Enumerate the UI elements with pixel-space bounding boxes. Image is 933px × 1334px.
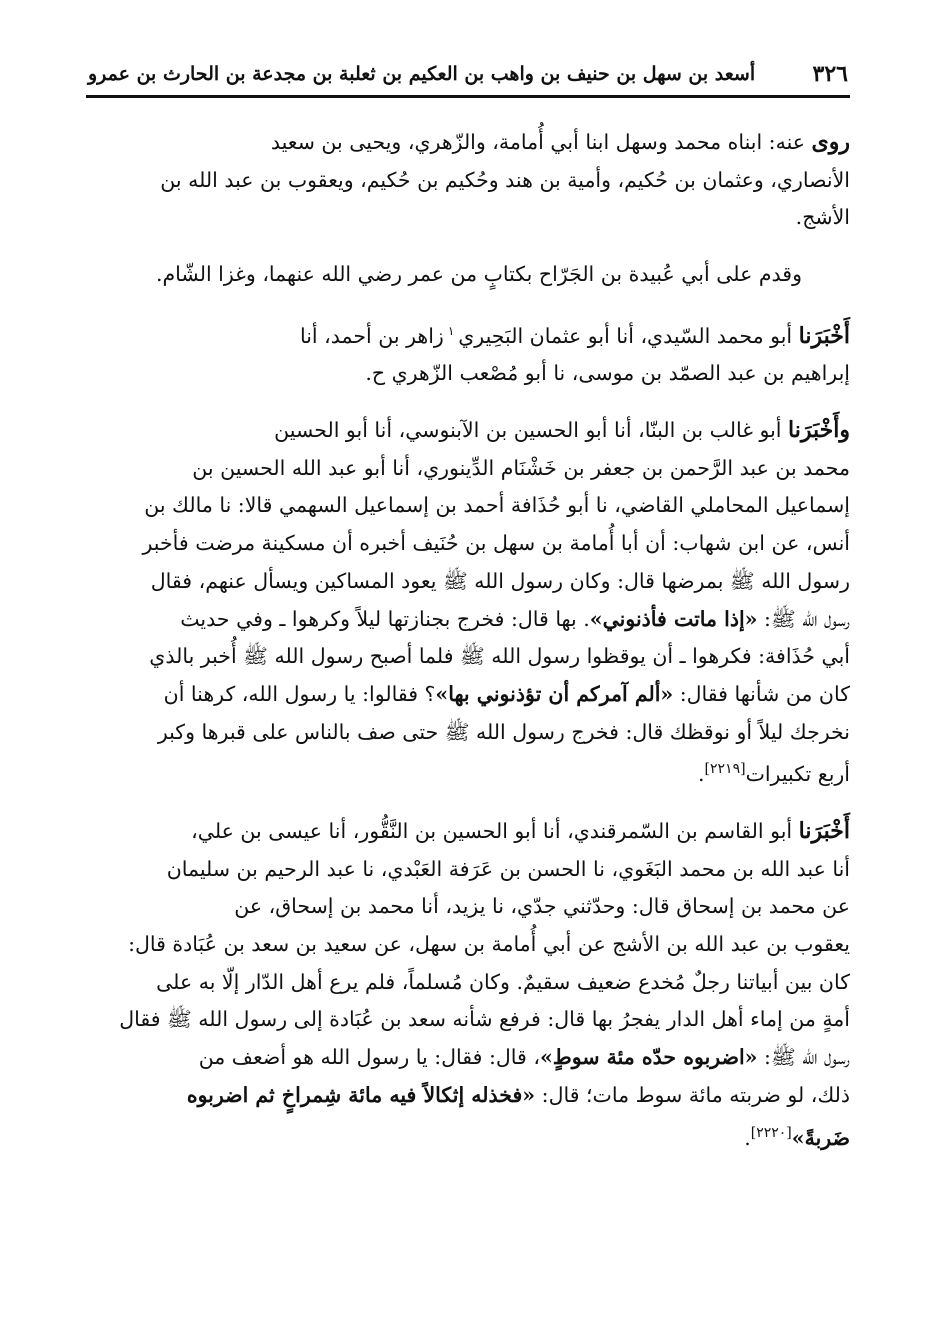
text-line: يعقوب بن عبد الله بن الأشج عن أبي أُمامة بن سهل، عن سعيد بن سعد بن عُبَادة قال: [128,932,850,957]
line-text: أبو محمد السّيدي، أنا أبو عثمان البَحِيري [458,323,793,348]
text-line: أنا عبد الله بن محمد البَغَوي، نا الحسن بن عَرَفة العَبْدي، نا عبد الرحيم بن سليمان [166,856,850,881]
prophetic-quote: ضَربةً» [791,1125,850,1150]
prophetic-quote: «إذا ماتت فأذنوني» [589,606,758,631]
paragraph-narrators [86,124,850,237]
page-number: ٣٢٦ [812,61,848,87]
running-title: أسعد بن سهل بن حنيف بن واهب بن العكيم بن ثعلبة بن مجدعة بن الحارث بن عمرو [88,63,756,85]
text-line: أربع تكبيرات[٢٢١٩]. [698,761,850,787]
line-text: رسول الله ﷺ: [764,1045,850,1070]
paragraph-lead: وأَخْبَرَنا [788,417,850,444]
text-line [86,313,850,356]
paragraph-arrival [86,256,850,294]
footnote-marker: ١ [447,323,455,338]
text-line [86,601,850,639]
text-line [86,813,850,851]
text-line [86,1039,850,1077]
text-line [86,124,850,162]
paragraph-lead: أَخْبَرَنا [798,322,850,349]
line-text: أبو القاسم بن السّمرقندي، أنا أبو الحسين بن النَّقُّور، أنا عيسى بن علي، [191,818,793,843]
line-text: ؟ فقالوا: يا رسول الله، كرهنا أن [163,681,436,706]
text-line: إسماعيل المحاملي القاضي، نا أبو حُذَافة أحمد بن إسماعيل السهمي قالا: نا مالك بن [144,493,850,518]
paragraph-hadith-2 [86,813,850,1157]
line-text: . بها قال: فخرج بجنازتها ليلاً وكرهوا ـ وفي حديث [180,606,590,631]
text-line: أمةٍ من إماء أهل الدار يفجرُ بها قال: فرفع شأنه سعد بن عُبَادة إلى رسول الله ﷺ فقال [119,1007,850,1032]
line-text: أربع تكبيرات [745,762,850,787]
text-line: أبي حُذَافة: فكرهوا ـ أن يوقظوا رسول الله ﷺ فلما أصبح رسول الله ﷺ أُخبر بالذي [149,644,850,669]
paragraph-chain-1 [86,313,850,393]
paragraph-lead: أَخْبَرَنا [798,817,850,844]
text-line: عن محمد بن إسحاق قال: وحدّثني جدّي، نا يزيد، أنا محمد بن إسحاق، عن [234,894,850,919]
page-header [88,54,848,94]
line-text: أبو غالب بن البنّا، أنا أبو الحسين بن الآبنوسي، أنا أبو الحسين [274,418,782,443]
text-line [86,676,850,714]
paragraph-hadith-1 [86,412,850,794]
paragraph-lead: روى [811,129,850,155]
hadith-reference: [٢٢١٩] [704,761,746,778]
prophetic-quote: «ألم آمركم أن تؤذنوني بها» [435,681,674,706]
text-line: ضَربةً»[٢٢٢٠]. [744,1124,850,1150]
text-line: إبراهيم بن عبد الصمّد بن موسى، نا أبو مُصْعب الزّهري ح. [365,361,850,386]
prophetic-quote: «فخذله إثكالاً فيه مائة شِمراخٍ ثم اضربوه [186,1082,536,1107]
line-text: كان من شأنها فقال: [679,681,850,706]
prophetic-quote: «اضربوه حدّه مئة سوطٍ» [539,1045,758,1070]
line-text: زاهر بن أحمد، أنا [299,323,444,348]
text-line: محمد بن عبد الرَّحمن بن جعفر بن خَشْنَام الدِّينوري، أنا أبو عبد الله الحسين بن [192,455,850,480]
text-line: الأنصاري، وعثمان بن حُكيم، وأمية بن هند وحُكيم بن حُكيم، ويعقوب بن عبد الله بن [160,167,850,192]
text-line: وقدم على أبي عُبيدة بن الجَرّاح بكتابٍ من عمر رضي الله عنهما، وغزا الشّام. [155,262,802,287]
line-text: عنه: ابناه محمد وسهل ابنا أبي أُمامة، والزّهري، ويحيى بن سعيد [270,130,805,154]
header-rule [86,95,850,98]
page-body [86,124,850,1176]
line-text: ، قال: فقال: يا رسول الله هو أضعف من [198,1045,540,1070]
text-line: رسول الله ﷺ بمرضها قال: وكان رسول الله ﷺ يعود المساكين ويسأل عنهم، فقال [150,568,850,593]
text-line: كان بين أبياتنا رجلٌ مُخدع ضعيف سقيمٌ. وكان مُسلماً، فلم يرع أهل الدّار إلّا به على [156,969,850,994]
text-line [86,1077,850,1115]
text-line [86,412,850,450]
line-text: ذلك، لو ضربته مائة سوط مات؛ قال: [541,1082,850,1107]
text-line: أنس، عن ابن شهاب: أن أبا أُمامة بن سهل بن حُنَيف أخبره أن مسكينة مرضت فأخبر [142,531,850,556]
text-line: الأشج. [795,205,850,230]
text-line: نخرجك ليلاً أو نوقظك قال: فخرج رسول الله ﷺ حتى صف بالناس على قبرها وكبر [157,719,850,744]
hadith-reference: [٢٢٢٠] [750,1124,792,1141]
line-text: رسول الله ﷺ: [764,606,850,631]
